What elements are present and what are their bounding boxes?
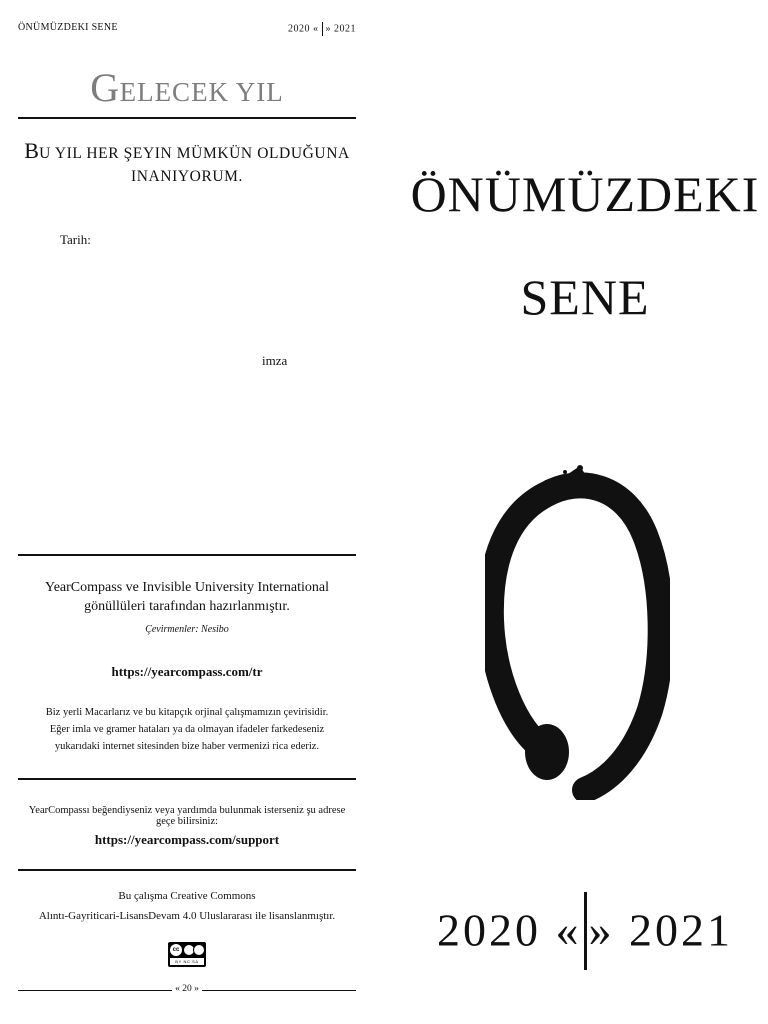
page-number: « 20 » [172,984,202,994]
statement-rest: U YIL HER ŞEYIN MÜMKÜN OLDUĞUNA INANIYORUM. [39,145,350,185]
credits-line-2: gönüllüleri tarafından hazırlanmıştır. [84,599,290,614]
running-year-right: » 2021 [325,23,356,35]
cover-divider [584,892,587,970]
translation-note [18,704,356,755]
section-title-rest: ELECEK YIL [119,77,284,107]
statement-initial: B [24,138,40,163]
note-line-3: yukarıdaki internet sitesinden bize haber vermenizi rica ederiz. [54,741,320,752]
running-year-left: 2020 « [288,23,319,35]
license-top-rule [18,869,356,871]
cover-year-right: » 2021 [588,904,733,956]
license-line-1: Bu çalışma Creative Commons [118,890,256,902]
cover-title-line-1: ÖNÜMÜZDEKI [410,166,760,222]
cc-logo-icon: cc [170,944,182,956]
statement [18,138,356,187]
license-line-2: Alıntı-Gayriticari-LisansDevam 4.0 Uluslararası ile lisanslanmıştır. [38,910,336,922]
cc-nc-sa-icon [193,944,205,956]
section-title-initial: G [90,65,120,110]
signature-label: imza [262,353,288,368]
site-link[interactable]: https://yearcompass.com/tr [111,664,263,679]
running-title: ÖNÜMÜZDEKI SENE [18,22,118,33]
credits-text [18,578,356,616]
cover-years [420,896,750,974]
credits-top-rule [18,554,356,556]
running-divider [322,22,323,36]
cover-year-left: 2020 « [437,904,582,956]
date-label: Tarih: [60,232,91,247]
running-years [230,22,356,36]
note-line-1: Biz yerli Macarlarız ve bu kitapçık orjinal çalışmamızın çevirisidir. [45,707,329,718]
section-title [18,64,356,111]
credits-line-1: YearCompass ve Invisible University International [45,580,329,595]
enso-circle-icon [485,460,670,800]
note-line-2: Eğer imla ve gramer hataları ya da olmayan ifadeler farkedeseniz [49,724,325,735]
translators: Çevirmenler: Nesibo [145,624,229,635]
title-rule [18,117,356,119]
support-link[interactable]: https://yearcompass.com/support [94,832,280,847]
cc-license-icon[interactable] [168,942,206,967]
cc-badge-label: BY NC SA [170,958,204,965]
support-top-rule [18,778,356,780]
cover-title-line-2: SENE [520,269,650,325]
support-text: YearCompassı beğendiyseniz veya yardımda bulunmak isterseniz şu adrese geçe bilirsiniz: [28,805,346,827]
license-text [18,886,356,926]
